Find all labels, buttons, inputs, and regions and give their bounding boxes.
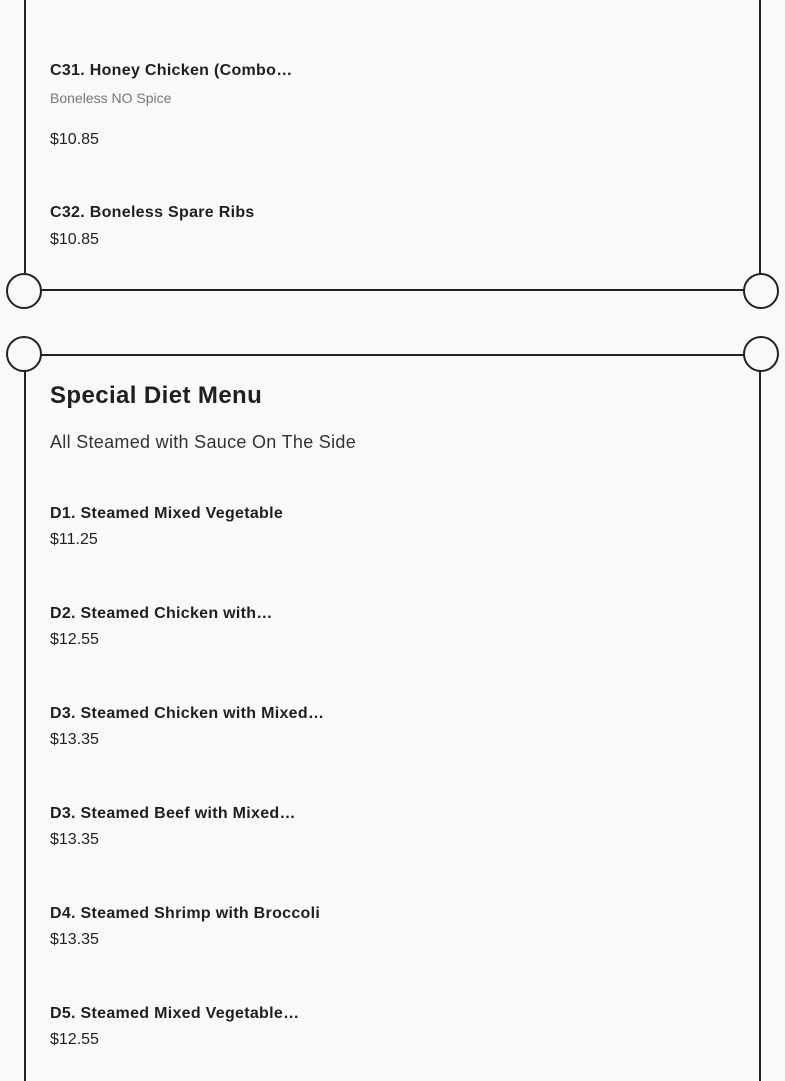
item-name: D1. Steamed Mixed Vegetable (50, 505, 284, 522)
card-corner (743, 273, 779, 309)
combo-section-card (24, 0, 761, 291)
item-price: $13.35 (50, 931, 99, 948)
item-name: C31. Honey Chicken (Combo… (50, 62, 293, 79)
item-name: D5. Steamed Mixed Vegetable… (50, 1005, 300, 1022)
item-price: $11.25 (50, 531, 98, 548)
item-name: D3. Steamed Beef with Mixed… (50, 805, 296, 822)
item-price: $13.35 (50, 831, 99, 848)
item-price: $12.55 (50, 631, 99, 648)
card-corner (743, 336, 779, 372)
card-corner (6, 336, 42, 372)
special-diet-section-card (24, 354, 761, 1081)
section-title: Special Diet Menu (50, 382, 263, 409)
item-price: $10.85 (50, 131, 99, 148)
item-description: Boneless NO Spice (50, 90, 172, 106)
item-name: C32. Boneless Spare Ribs (50, 204, 255, 221)
section-subtitle: All Steamed with Sauce On The Side (50, 432, 357, 452)
item-price: $10.85 (50, 231, 99, 248)
item-name: D2. Steamed Chicken with… (50, 605, 273, 622)
item-name: D3. Steamed Chicken with Mixed… (50, 705, 325, 722)
item-name: D4. Steamed Shrimp with Broccoli (50, 905, 321, 922)
item-price: $13.35 (50, 731, 99, 748)
item-price: $12.55 (50, 1031, 99, 1048)
